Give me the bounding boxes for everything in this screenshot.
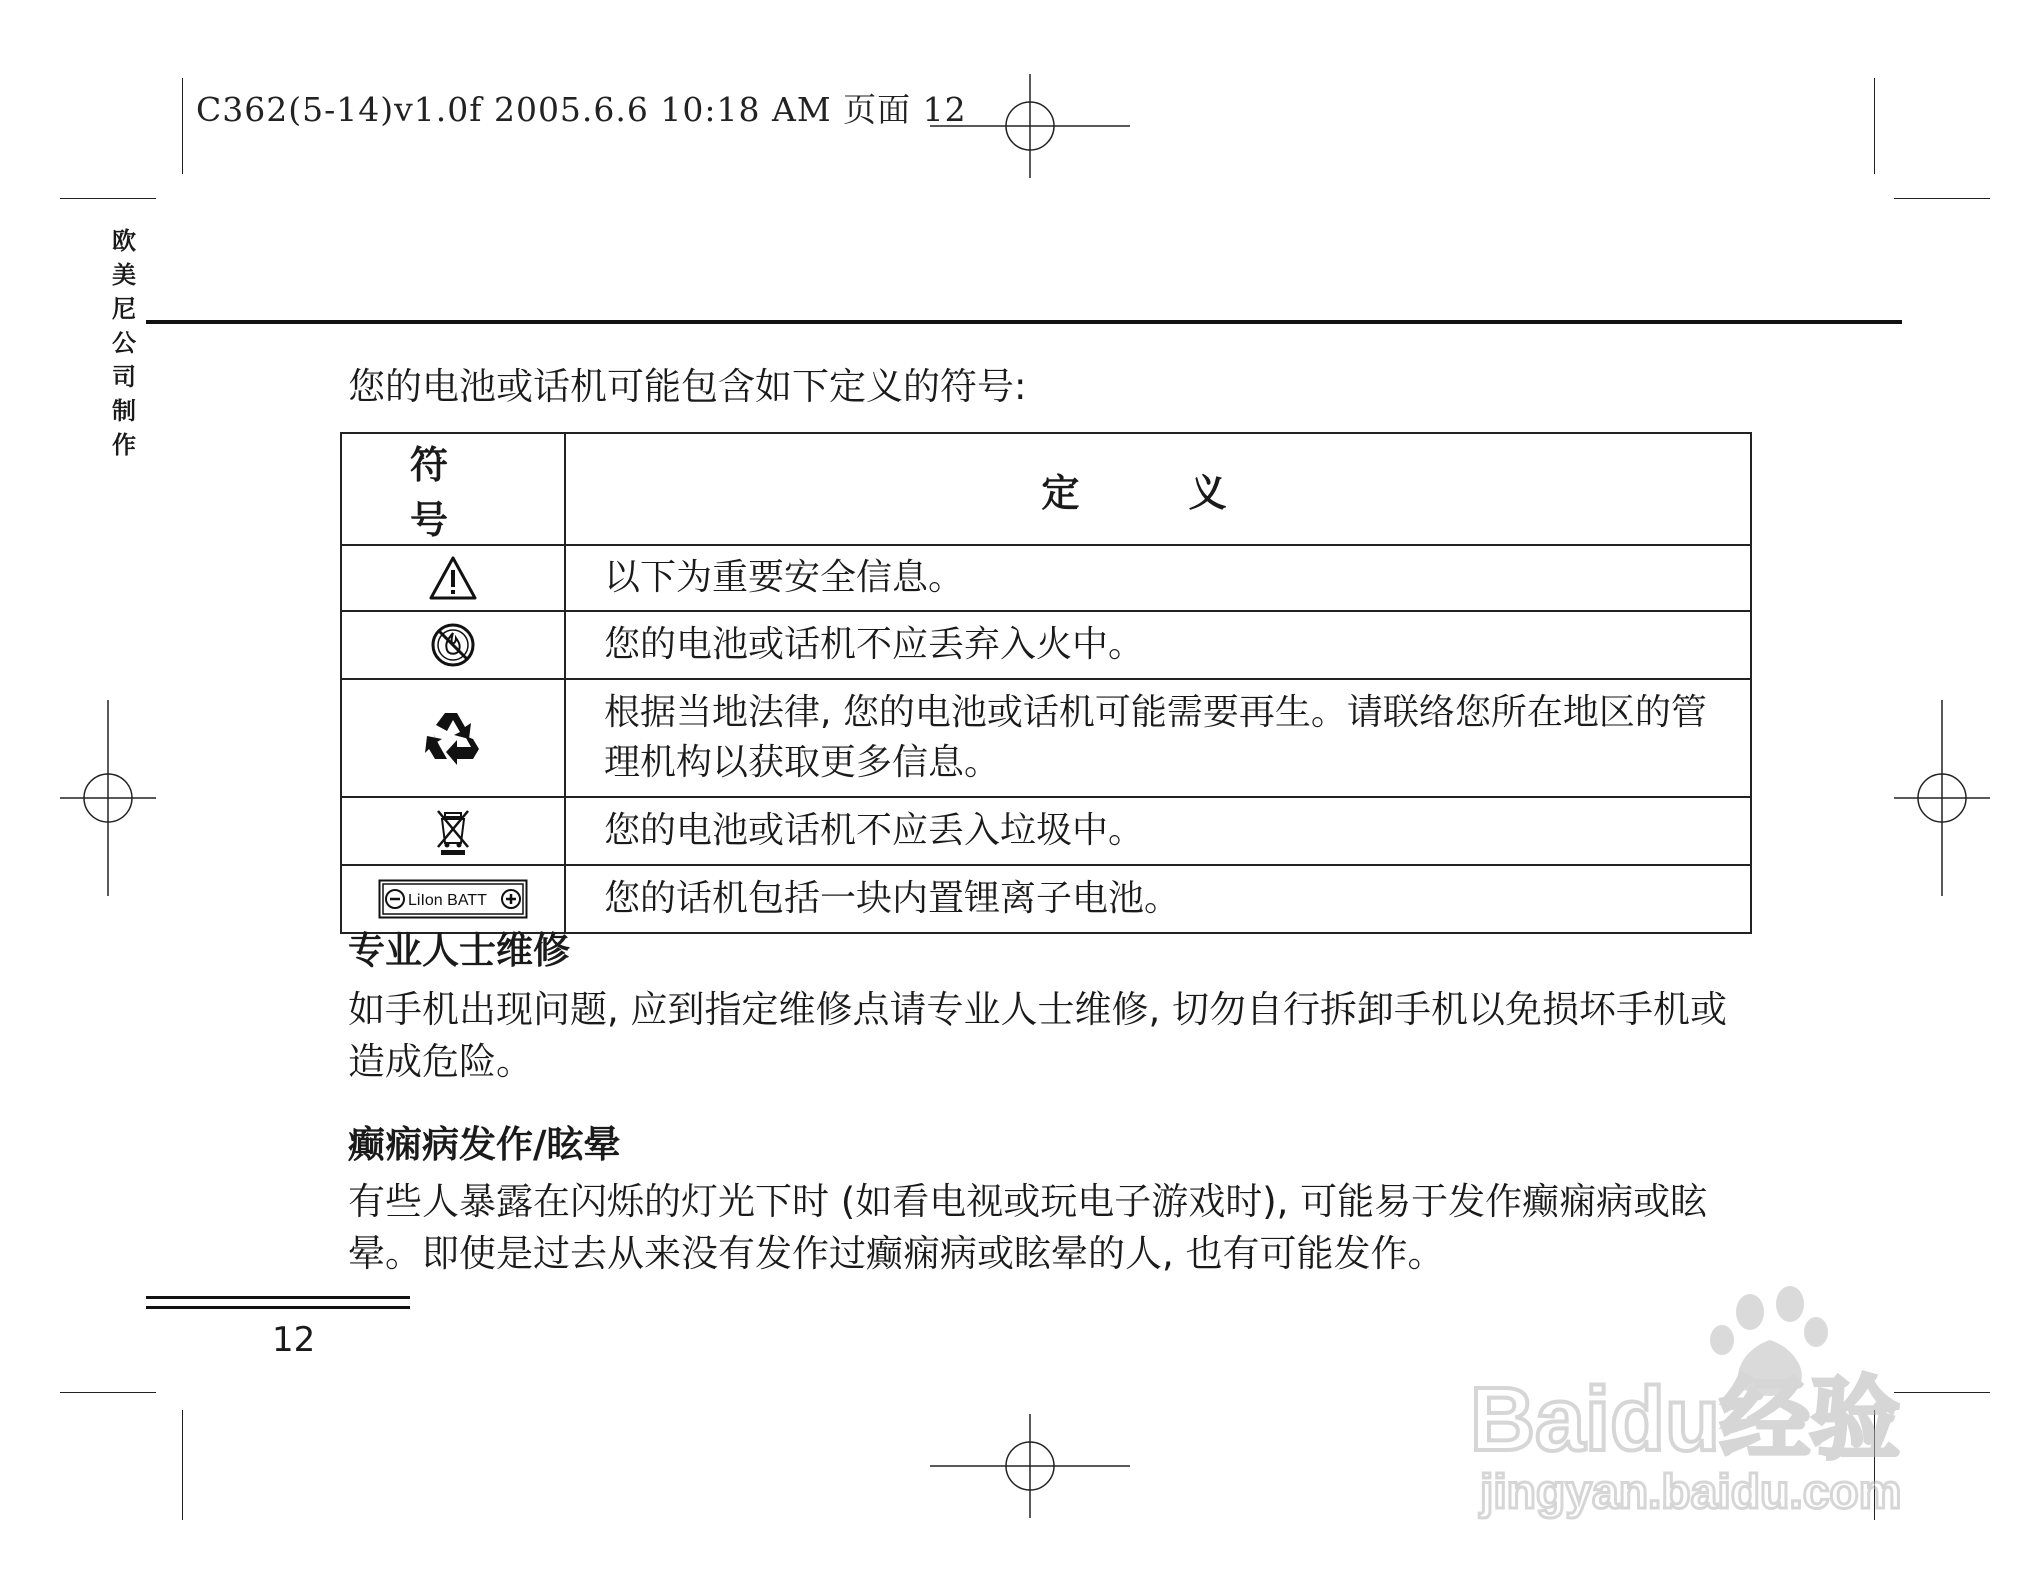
intro-text: 您的电池或话机可能包含如下定义的符号: [348, 365, 1027, 408]
watermark-brand: Baidu经验 [1470, 1370, 1901, 1470]
table-header-row [341, 433, 1751, 545]
table-row [341, 797, 1751, 865]
table-row [341, 545, 1751, 611]
crop-mark [1874, 78, 1875, 174]
side-char: 美 [112, 261, 136, 289]
crop-mark [182, 1410, 183, 1520]
no-fire-icon [430, 622, 476, 668]
section-title-professional-service: 专业人士维修 [348, 929, 570, 972]
side-char: 欧 [112, 227, 136, 255]
table-row [341, 611, 1751, 679]
section-body-epilepsy: 有些人暴露在闪烁的灯光下时 (如看电视或玩电子游戏时), 可能易于发作癫痫病或眩晕。即使是过去从来没有发作过癫痫病或眩晕的人, 也有可能发作。 [348, 1180, 1708, 1275]
table-row [341, 679, 1751, 797]
recycle-icon [423, 709, 483, 767]
crop-mark [182, 78, 183, 174]
definition-cell: 您的电池或话机不应丢入垃圾中。 [565, 797, 1751, 865]
symbol-table [340, 432, 1752, 934]
side-char: 作 [112, 431, 136, 459]
header-definition: 定 义 [565, 433, 1751, 545]
print-header: C362(5-14)v1.0f 2005.6.6 10:18 AM 页面 12 [196, 90, 967, 129]
section-body-professional-service: 如手机出现问题, 应到指定维修点请专业人士维修, 切勿自行拆卸手机以免损坏手机或造成危险。 [348, 988, 1728, 1083]
crop-mark [60, 198, 156, 199]
watermark-url: jingyan.baidu.com [1480, 1466, 1902, 1519]
side-vertical-text [106, 224, 142, 462]
footer-rule [146, 1306, 410, 1309]
battery-label-text: LiIon BATT [408, 892, 487, 909]
battery-label-icon [378, 879, 528, 919]
side-char: 制 [112, 397, 136, 425]
side-char: 公 [112, 329, 136, 357]
definition-cell: 您的话机包括一块内置锂离子电池。 [565, 865, 1751, 933]
definition-cell: 以下为重要安全信息。 [565, 545, 1751, 611]
crossed-bin-icon [435, 807, 471, 855]
side-char: 尼 [112, 295, 136, 323]
crop-mark [60, 1392, 156, 1393]
warning-triangle-icon [428, 555, 478, 601]
side-char: 司 [112, 363, 136, 391]
header-symbol: 符 号 [341, 433, 565, 545]
registration-mark-right [1894, 700, 1990, 896]
crop-mark [1894, 198, 1990, 199]
section-title-epilepsy: 癫痫病发作/眩晕 [348, 1123, 621, 1166]
page-number: 12 [272, 1320, 316, 1360]
footer-rule [146, 1296, 410, 1299]
baidu-jingyan-watermark [1460, 1280, 1940, 1520]
definition-cell: 您的电池或话机不应丢弃入火中。 [565, 611, 1751, 679]
definition-cell: 根据当地法律, 您的电池或话机可能需要再生。请联络您所在地区的管理机构以获取更多信息。 [565, 679, 1751, 797]
top-rule [146, 320, 1902, 324]
registration-mark-left [60, 700, 156, 896]
registration-mark-bottom [930, 1414, 1130, 1518]
